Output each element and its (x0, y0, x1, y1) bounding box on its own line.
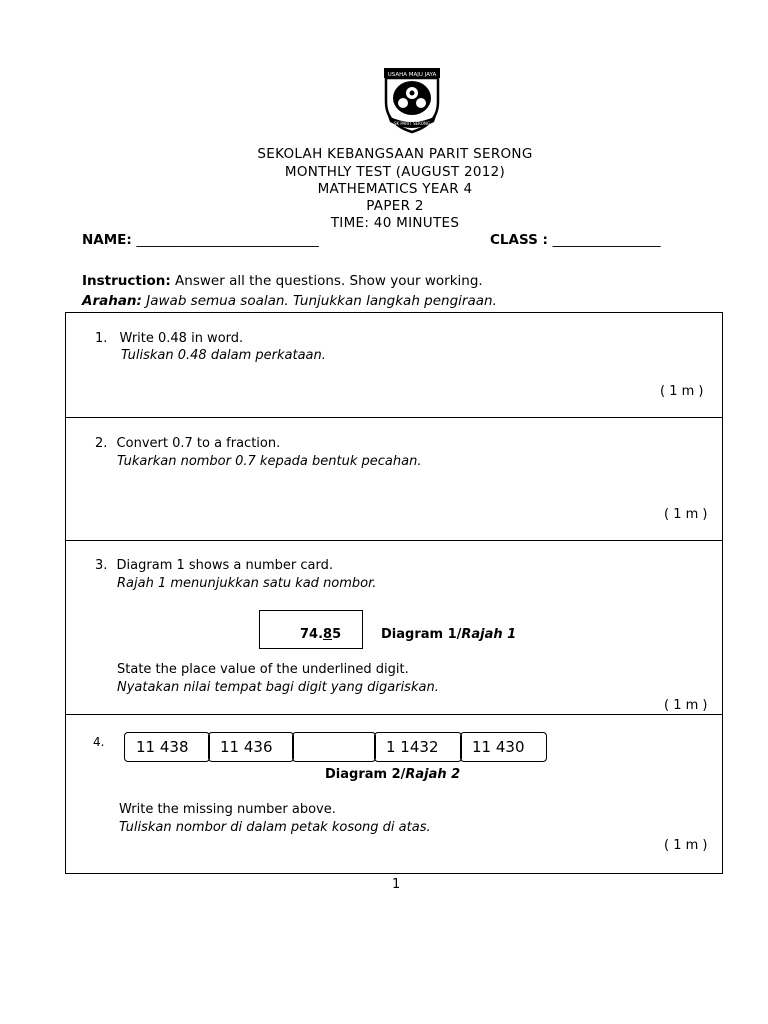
instruction-malay (82, 293, 497, 309)
question-text: Diagram 1 shows a number card. (116, 558, 333, 573)
question-4-marks: ( 1 m ) (664, 838, 708, 853)
class-label: CLASS : (490, 232, 548, 248)
question-number: 1. (95, 331, 108, 346)
paper-number: PAPER 2 (366, 198, 424, 214)
question-3-malay: Rajah 1 menunjukkan satu kad nombor. (117, 576, 377, 591)
sequence-box-missing[interactable] (292, 732, 376, 762)
question-3 (95, 558, 333, 573)
subject-title: MATHEMATICS YEAR 4 (317, 181, 473, 197)
row-divider (66, 417, 722, 418)
test-title: MONTHLY TEST (AUGUST 2012) (284, 164, 506, 180)
question-3-instruction: State the place value of the underlined digit. (117, 662, 409, 677)
class-line: ________________ (552, 232, 661, 248)
name-line: ___________________________ (136, 232, 319, 248)
question-2-marks: ( 1 m ) (664, 507, 708, 522)
question-1-malay: Tuliskan 0.48 dalam perkataan. (121, 348, 326, 363)
diagram-2-label (325, 767, 460, 782)
instruction-text-malay: Jawab semua soalan. Tunjukkan langkah pengiraan. (141, 293, 497, 309)
question-4-instruction: Write the missing number above. (119, 802, 336, 817)
question-table (65, 312, 723, 874)
time-allowed: TIME: 40 MINUTES (330, 215, 460, 231)
class-field[interactable] (490, 232, 661, 248)
page-number: 1 (392, 877, 401, 892)
name-label: NAME: (82, 232, 132, 248)
question-4-number: 4. (93, 735, 105, 749)
diagram-label: Diagram 2/ (325, 767, 406, 782)
number-card-value (300, 627, 341, 642)
question-4-instruction-malay: Tuliskan nombor di dalam petak kosong di atas. (119, 820, 431, 835)
svg-text:SK PARIT SERONG: SK PARIT SERONG (393, 121, 431, 126)
sequence-box-5: 11 430 (460, 732, 547, 762)
row-divider (66, 714, 722, 715)
instruction (82, 273, 483, 289)
row-divider (66, 540, 722, 541)
diagram-label-malay: Rajah 2 (405, 767, 461, 782)
instruction-label-malay: Arahan: (82, 293, 142, 309)
card-digits-before: 74. (300, 627, 324, 642)
sequence-box-4: 1 1432 (374, 732, 462, 762)
card-digits-after: 5 (332, 627, 342, 642)
instruction-text: Answer all the questions. Show your working. (170, 273, 483, 289)
sequence-box-2: 11 436 (208, 732, 294, 762)
diagram-label: Diagram 1/ (381, 627, 462, 642)
sequence-box-1: 11 438 (124, 732, 210, 762)
instruction-label: Instruction: (82, 273, 171, 289)
question-text: Convert 0.7 to a fraction. (116, 436, 281, 451)
question-2-malay: Tukarkan nombor 0.7 kepada bentuk pecahan. (117, 454, 422, 469)
underlined-digit: 8 (323, 627, 333, 642)
question-2 (95, 436, 280, 451)
question-text: Write 0.48 in word. (119, 331, 244, 346)
question-1 (95, 331, 243, 346)
diagram-label-malay: Rajah 1 (461, 627, 517, 642)
question-number: 3. (95, 558, 108, 573)
diagram-1-label (381, 627, 516, 642)
school-crest-logo (376, 62, 448, 134)
question-1-marks: ( 1 m ) (660, 384, 704, 399)
name-field[interactable] (82, 232, 319, 248)
question-3-instruction-malay: Nyatakan nilai tempat bagi digit yang digariskan. (117, 680, 439, 695)
svg-text:USAHA MAJU JAYA: USAHA MAJU JAYA (387, 72, 437, 78)
school-name: SEKOLAH KEBANGSAAN PARIT SERONG (257, 146, 533, 162)
question-number: 2. (95, 436, 108, 451)
question-3-marks: ( 1 m ) (664, 698, 708, 713)
